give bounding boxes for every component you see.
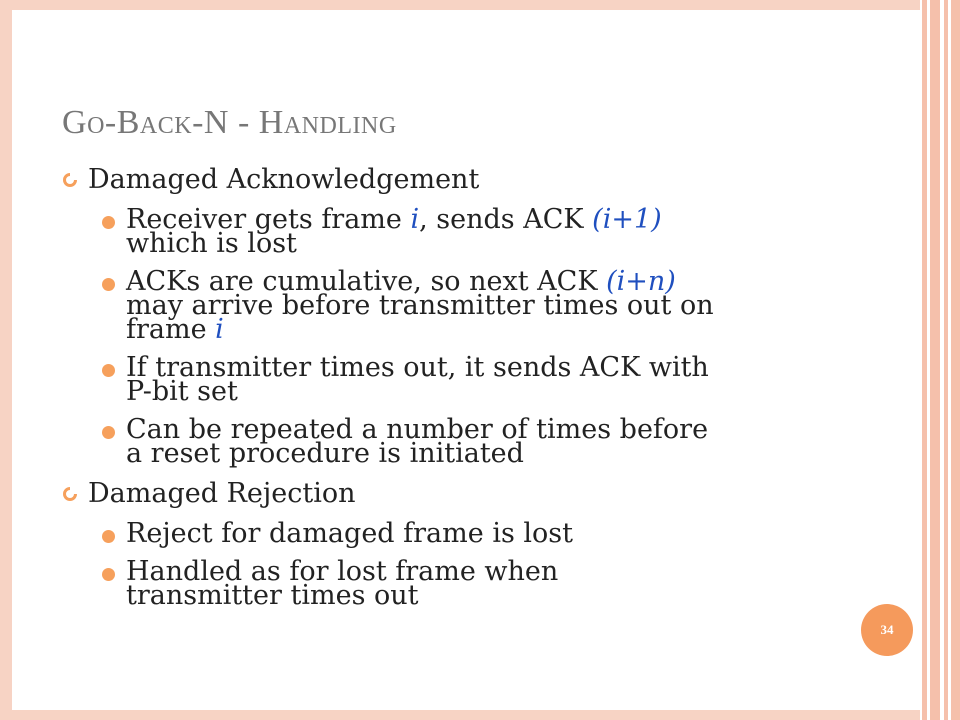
bullet-icon: [62, 486, 78, 502]
dot-bullet-icon: [102, 364, 115, 377]
bullet-level2: Handled as for lost frame when transmitter times out: [62, 560, 852, 608]
bullet-text: Damaged Acknowledgement: [88, 164, 480, 195]
dot-bullet-icon: [102, 216, 115, 229]
bullet-level2: Receiver gets frame i, sends ACK (i+1) which is lost: [62, 208, 852, 256]
bullet-level1: [62, 480, 852, 508]
slide-stripes-right: [920, 0, 960, 720]
dot-bullet-icon: [102, 530, 115, 543]
dot-bullet-icon: [102, 568, 115, 581]
bullet-level2: If transmitter times out, it sends ACK with P-bit set: [62, 356, 852, 404]
slide-border-top: [0, 0, 920, 10]
bullet-text: Damaged Rejection: [88, 478, 356, 509]
bullet-level2: Reject for damaged frame is lost: [62, 522, 852, 546]
slide-body: [62, 166, 852, 622]
bullet-level2: Can be repeated a number of times before a reset procedure is initiated: [62, 418, 852, 466]
dot-bullet-icon: [102, 278, 115, 291]
page-number-badge: 34: [861, 604, 913, 656]
bullet-level2: ACKs are cumulative, so next ACK (i+n) may arrive before transmitter times out on frame i: [62, 270, 852, 342]
bullet-icon: [62, 172, 78, 188]
dot-bullet-icon: [102, 426, 115, 439]
slide-border-bottom: [0, 710, 920, 720]
slide-title: Go-Back-N - Handling: [62, 104, 397, 141]
bullet-level1: [62, 166, 852, 194]
slide-border-left: [0, 0, 12, 720]
